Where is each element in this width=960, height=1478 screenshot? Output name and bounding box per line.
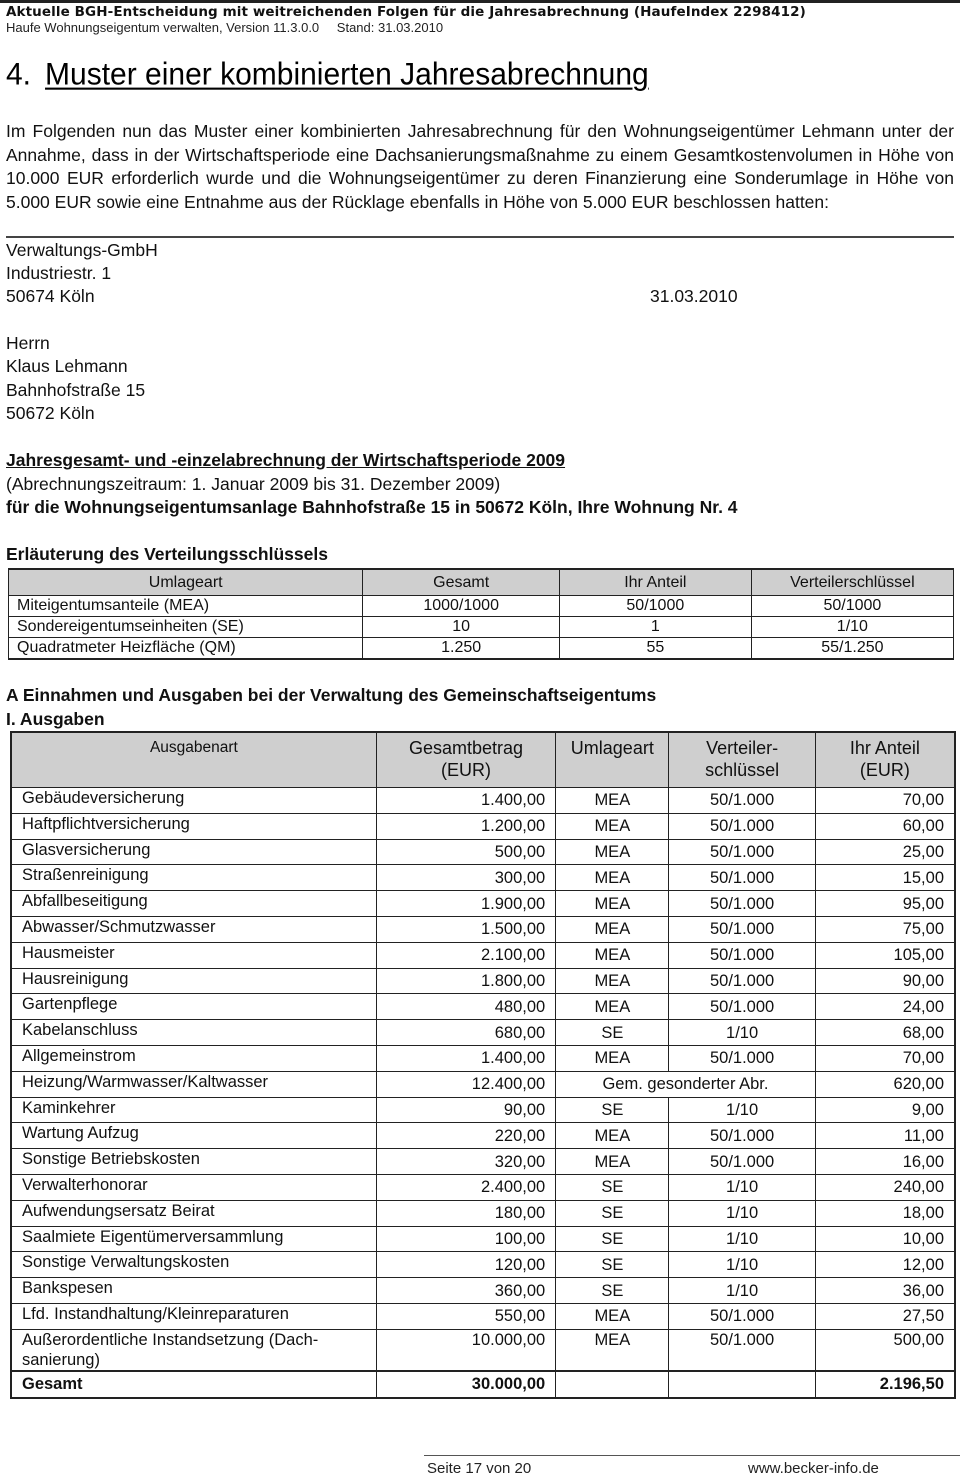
table-row: [11, 788, 955, 814]
allocation-type: MEA: [556, 1123, 669, 1149]
expense-type: Sonstige Verwaltungskosten: [11, 1252, 376, 1278]
cell: 10: [363, 617, 560, 638]
section-title: Muster einer kombinierten Jahresabrechnung: [45, 57, 649, 92]
total-amount: 360,00: [376, 1278, 555, 1304]
expense-type: Allgemeinstrom: [11, 1045, 376, 1071]
distribution-key: 1/10: [669, 1278, 815, 1304]
expense-type: Straßenreinigung: [11, 865, 376, 891]
sender-street: Industriestr. 1: [6, 263, 112, 283]
table-row: [9, 638, 954, 660]
allocation-type: MEA: [556, 865, 669, 891]
allocation-type: MEA: [556, 942, 669, 968]
expense-type: Bankspesen: [11, 1278, 376, 1304]
your-share: 18,00: [815, 1200, 955, 1226]
distribution-key: 50/1.000: [669, 891, 815, 917]
distribution-key: 50/1.000: [669, 916, 815, 942]
total-amount: 1.400,00: [376, 1045, 555, 1071]
expense-type: Kaminkehrer: [11, 1097, 376, 1123]
allocation-type: MEA: [556, 1329, 669, 1371]
your-share: 24,00: [815, 994, 955, 1020]
table-row: [11, 1226, 955, 1252]
recipient-city: 50672 Köln: [6, 403, 95, 423]
table-row: [9, 617, 954, 638]
column-header: Gesamtbetrag (EUR): [376, 732, 555, 788]
your-share: 95,00: [815, 891, 955, 917]
your-share: 9,00: [815, 1097, 955, 1123]
cell: Quadratmeter Heizfläche (QM): [9, 638, 363, 660]
column-header: Ihr Anteil: [559, 569, 751, 596]
expense-type: Hausmeister: [11, 942, 376, 968]
allocation-type: SE: [556, 1020, 669, 1046]
cell: 1: [559, 617, 751, 638]
cell: [669, 1371, 815, 1398]
allocation-type: MEA: [556, 994, 669, 1020]
top-rule: [0, 0, 960, 3]
cell: 55/1.250: [751, 638, 953, 660]
total-amount: 12.400,00: [376, 1071, 555, 1097]
intro-paragraph: Im Folgenden nun das Muster einer kombinierten Jahresabrechnung für den Wohnungseigentümer Lehmann unter der Annahme, dass in der Wirtschaftsperiode eine Dachsanierungsmaßnahme zu einem Gesamtkostenvolumen in Höhe von 10.000 EUR erforderlich wurde und die Wohnungseigentümer zu deren Finanzierung eine Sonderumlage in Höhe von 5.000 EUR sowie eine Entnahme aus der Rücklage ebenfalls in Höhe von 5.000 EUR beschlossen hatten:: [6, 121, 954, 212]
distribution-key: 50/1.000: [669, 1045, 815, 1071]
distribution-key: 1/10: [669, 1020, 815, 1046]
table-row: [11, 865, 955, 891]
distribution-key: 50/1.000: [669, 994, 815, 1020]
distribution-key: 1/10: [669, 1200, 815, 1226]
sender-city: 50674 Köln: [6, 286, 95, 306]
your-share: 70,00: [815, 1045, 955, 1071]
distribution-key: 1/10: [669, 1226, 815, 1252]
table-row: [11, 1123, 955, 1149]
column-header: Ausgabenart: [11, 732, 376, 788]
table-row: [11, 1174, 955, 1200]
your-share: 68,00: [815, 1020, 955, 1046]
recipient-name: Klaus Lehmann: [6, 356, 128, 376]
allocation-type: SE: [556, 1097, 669, 1123]
table-row: [11, 1149, 955, 1175]
table-row: [11, 1303, 955, 1329]
your-share: 500,00: [815, 1329, 955, 1371]
distribution-key: 50/1.000: [669, 865, 815, 891]
table-row: [11, 968, 955, 994]
expense-type: Außerordentliche Instandsetzung (Dach-sanierung): [11, 1329, 376, 1371]
section-heading: [6, 57, 649, 93]
expense-type: Kabelanschluss: [11, 1020, 376, 1046]
table-row: [11, 813, 955, 839]
table-row: [11, 1329, 955, 1371]
allocation-type: SE: [556, 1200, 669, 1226]
distribution-key: 1/10: [669, 1097, 815, 1123]
distribution-key: 50/1.000: [669, 1149, 815, 1175]
cell: 50/1000: [751, 596, 953, 617]
footer-url: www.becker-info.de: [748, 1460, 879, 1477]
total-share: 2.196,50: [815, 1371, 955, 1398]
expense-type: Verwalterhonorar: [11, 1174, 376, 1200]
your-share: 60,00: [815, 813, 955, 839]
your-share: 36,00: [815, 1278, 955, 1304]
expense-type: Glasversicherung: [11, 839, 376, 865]
total-amount: 1.800,00: [376, 968, 555, 994]
expenses-subheading: I. Ausgaben: [6, 709, 105, 729]
table-row: [11, 839, 955, 865]
income-expenses-heading: A Einnahmen und Ausgaben bei der Verwaltung des Gemeinschaftseigentums: [6, 685, 657, 705]
column-header: Umlageart: [9, 569, 363, 596]
total-amount: 320,00: [376, 1149, 555, 1175]
table-row: [11, 891, 955, 917]
your-share: 90,00: [815, 968, 955, 994]
distribution-key: 50/1.000: [669, 968, 815, 994]
expense-type: Gartenpflege: [11, 994, 376, 1020]
total-amount: 220,00: [376, 1123, 555, 1149]
cell: 50/1000: [559, 596, 751, 617]
expense-type: Abwasser/Schmutzwasser: [11, 916, 376, 942]
table-row: [11, 1278, 955, 1304]
table-row: [11, 1071, 955, 1097]
total-amount: 2.100,00: [376, 942, 555, 968]
table-row: [11, 942, 955, 968]
total-amount: 680,00: [376, 1020, 555, 1046]
total-amount: 300,00: [376, 865, 555, 891]
expense-type: Hausreinigung: [11, 968, 376, 994]
your-share: 15,00: [815, 865, 955, 891]
cell: Sondereigentumseinheiten (SE): [9, 617, 363, 638]
divider: [6, 236, 954, 238]
your-share: 16,00: [815, 1149, 955, 1175]
cell: 1000/1000: [363, 596, 560, 617]
total-amount: 1.400,00: [376, 788, 555, 814]
expense-type: Wartung Aufzug: [11, 1123, 376, 1149]
total-row: [11, 1371, 955, 1398]
allocation-type: MEA: [556, 916, 669, 942]
total-amount: 550,00: [376, 1303, 555, 1329]
total-amount: 180,00: [376, 1200, 555, 1226]
total-amount: 2.400,00: [376, 1174, 555, 1200]
table-header-row: [9, 569, 954, 596]
allocation-type: SE: [556, 1174, 669, 1200]
cell: 1.250: [363, 638, 560, 660]
total-amount: 10.000,00: [376, 1329, 555, 1371]
distribution-key: 50/1.000: [669, 839, 815, 865]
distribution-key: 50/1.000: [669, 942, 815, 968]
total-amount: 500,00: [376, 839, 555, 865]
cell: Miteigentumsanteile (MEA): [9, 596, 363, 617]
distribution-key: 50/1.000: [669, 1329, 815, 1371]
table-row: [11, 1020, 955, 1046]
total-amount: 100,00: [376, 1226, 555, 1252]
total-amount: 30.000,00: [376, 1371, 555, 1398]
allocation-type: MEA: [556, 788, 669, 814]
keys-table-heading: Erläuterung des Verteilungsschlüssels: [6, 544, 328, 564]
your-share: 11,00: [815, 1123, 955, 1149]
expense-type: Sonstige Betriebskosten: [11, 1149, 376, 1175]
total-amount: 1.900,00: [376, 891, 555, 917]
distribution-keys-table: [8, 568, 954, 660]
your-share: 75,00: [815, 916, 955, 942]
total-amount: 120,00: [376, 1252, 555, 1278]
allocation-type: MEA: [556, 891, 669, 917]
allocation-type: MEA: [556, 1045, 669, 1071]
total-amount: 480,00: [376, 994, 555, 1020]
allocation-type: MEA: [556, 1149, 669, 1175]
your-share: 10,00: [815, 1226, 955, 1252]
table-row: [11, 1200, 955, 1226]
distribution-key: 1/10: [669, 1174, 815, 1200]
allocation-type: MEA: [556, 1303, 669, 1329]
allocation-type: SE: [556, 1226, 669, 1252]
column-header: Ihr Anteil (EUR): [815, 732, 955, 788]
distribution-key: 50/1.000: [669, 788, 815, 814]
recipient-street: Bahnhofstraße 15: [6, 380, 146, 400]
allocation-type: SE: [556, 1278, 669, 1304]
table-row: [11, 916, 955, 942]
distribution-key: 1/10: [669, 1252, 815, 1278]
table-row: [11, 1252, 955, 1278]
section-number: 4.: [6, 57, 32, 92]
distribution-key: 50/1.000: [669, 1303, 815, 1329]
status-date: Stand: 31.03.2010: [336, 20, 444, 35]
total-amount: 1.500,00: [376, 916, 555, 942]
expense-type: Heizung/Warmwasser/Kaltwasser: [11, 1071, 376, 1097]
expense-type: Gebäudeversicherung: [11, 788, 376, 814]
table-row: [11, 1097, 955, 1123]
page-number: Seite 17 von 20: [427, 1460, 532, 1477]
billing-period: (Abrechnungszeitraum: 1. Januar 2009 bis 31. Dezember 2009): [6, 474, 501, 494]
table-row: [9, 596, 954, 617]
billing-title: Jahresgesamt- und -einzelabrechnung der Wirtschaftsperiode 2009: [6, 450, 566, 470]
your-share: 27,50: [815, 1303, 955, 1329]
column-header: Verteiler-schlüssel: [669, 732, 815, 788]
column-header: Gesamt: [363, 569, 560, 596]
publication-label: Haufe Wohnungseigentum verwalten, Version 11.3.0.0: [6, 20, 320, 35]
distribution-key: 50/1.000: [669, 1123, 815, 1149]
allocation-type: MEA: [556, 813, 669, 839]
your-share: 240,00: [815, 1174, 955, 1200]
total-amount: 90,00: [376, 1097, 555, 1123]
table-header-row: [11, 732, 955, 788]
expense-type: Lfd. Instandhaltung/Kleinreparaturen: [11, 1303, 376, 1329]
expense-type: Aufwendungsersatz Beirat: [11, 1200, 376, 1226]
document-header-subtitle: [6, 20, 457, 35]
sender-name: Verwaltungs-GmbH: [6, 240, 158, 260]
billing-property: für die Wohnungseigentumsanlage Bahnhofstraße 15 in 50672 Köln, Ihre Wohnung Nr. 4: [6, 497, 738, 517]
column-header: Verteilerschlüssel: [751, 569, 953, 596]
allocation-type: Gem. gesonderter Abr.: [556, 1071, 816, 1097]
total-label: Gesamt: [11, 1371, 376, 1398]
table-row: [11, 1045, 955, 1071]
your-share: 70,00: [815, 788, 955, 814]
expense-type: Haftpflichtversicherung: [11, 813, 376, 839]
column-header: Umlageart: [556, 732, 669, 788]
allocation-type: SE: [556, 1252, 669, 1278]
recipient-salutation: Herrn: [6, 333, 50, 353]
cell: 55: [559, 638, 751, 660]
expenses-table: [10, 731, 956, 1399]
distribution-key: 50/1.000: [669, 813, 815, 839]
footer-rule: [424, 1455, 960, 1456]
cell: 1/10: [751, 617, 953, 638]
table-row: [11, 994, 955, 1020]
allocation-type: MEA: [556, 839, 669, 865]
letter-date: 31.03.2010: [650, 286, 738, 306]
expense-type: Abfallbeseitigung: [11, 891, 376, 917]
your-share: 620,00: [815, 1071, 955, 1097]
cell: [556, 1371, 669, 1398]
your-share: 25,00: [815, 839, 955, 865]
total-amount: 1.200,00: [376, 813, 555, 839]
allocation-type: MEA: [556, 968, 669, 994]
document-header-title: Aktuelle BGH-Entscheidung mit weitreichenden Folgen für die Jahresabrechnung (HaufeIndex 2298412): [6, 4, 806, 20]
your-share: 105,00: [815, 942, 955, 968]
expense-type: Saalmiete Eigentümerversammlung: [11, 1226, 376, 1252]
your-share: 12,00: [815, 1252, 955, 1278]
